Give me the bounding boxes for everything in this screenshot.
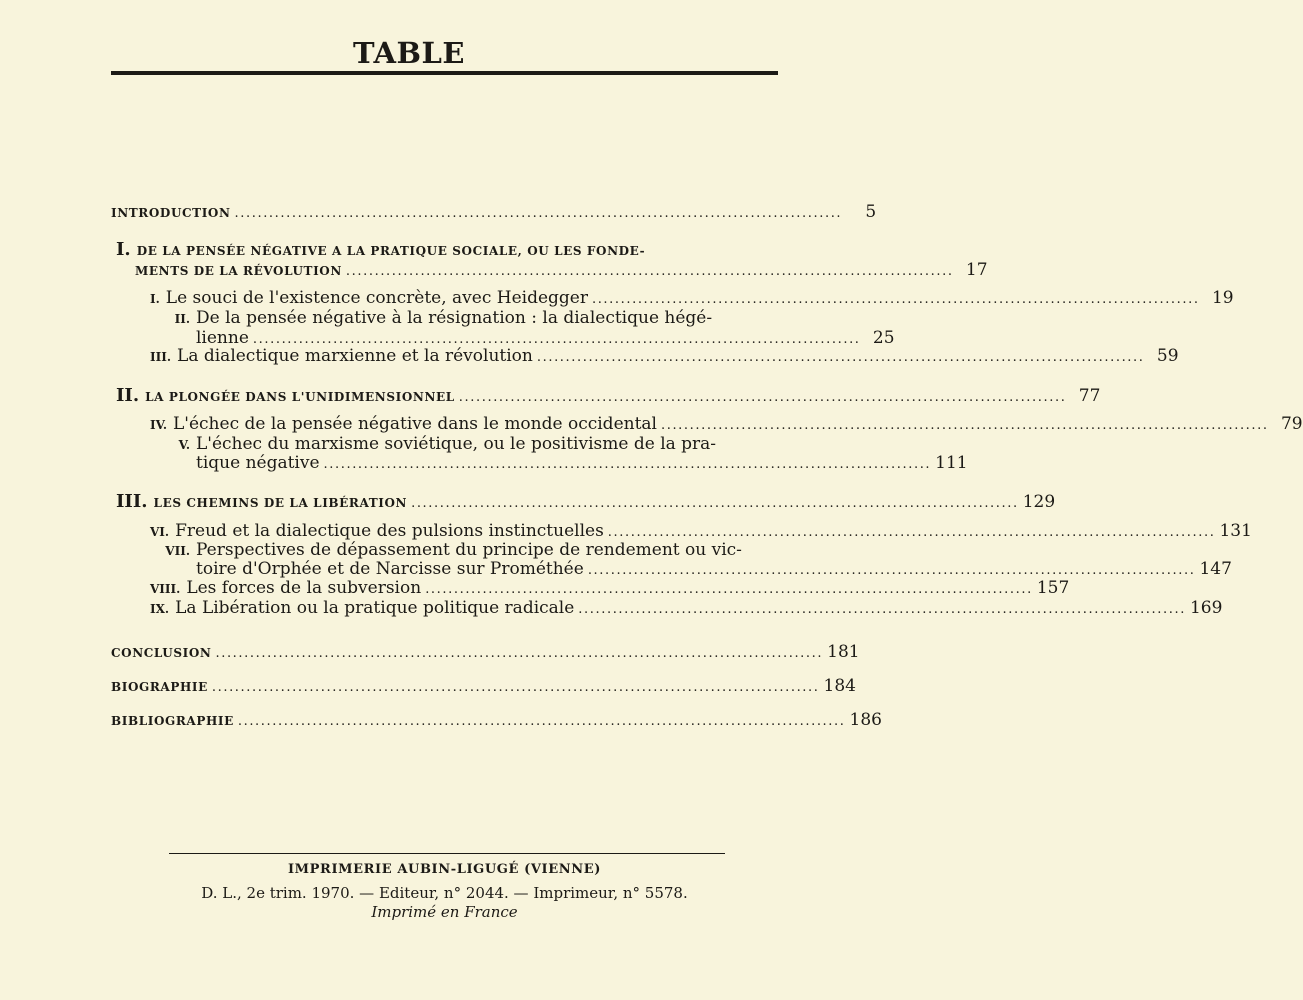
chapter-title: Freud et la dialectique des pulsions instinctuelles xyxy=(175,521,604,541)
title-rule xyxy=(111,71,778,75)
toc-chapter-9[interactable] xyxy=(150,598,1223,620)
toc-chapter-3[interactable] xyxy=(150,346,1179,368)
dot-leader: .......................................................................................................... xyxy=(536,350,1145,365)
chapter-title-line1: Perspectives de dépassement du principe de rendement ou vic- xyxy=(196,540,742,560)
toc-chapter-5[interactable] xyxy=(150,434,781,455)
part-numeral: III. xyxy=(116,491,148,512)
chapter-title-line1: L'échec du marxisme soviétique, ou le positivisme de la pra- xyxy=(196,434,717,454)
toc-entry-bibliographie[interactable] xyxy=(111,710,882,732)
dot-leader: .......................................................................................................... xyxy=(234,206,843,221)
chapter-title-line2: toire d'Orphée et de Narcisse sur Prométhée xyxy=(196,559,584,579)
dot-leader: .......................................................................................................... xyxy=(587,563,1196,578)
dot-leader: .......................................................................................................... xyxy=(607,525,1216,540)
colophon-printer: IMPRIMERIE AUBIN-LIGUGÉ (VIENNE) xyxy=(288,862,601,877)
chapter-numeral: IV. xyxy=(150,418,168,432)
chapter-title-line2: tique négative xyxy=(196,453,320,473)
chapter-title: La Libération ou la pratique politique radicale xyxy=(175,598,575,618)
toc-label: BIOGRAPHIE xyxy=(111,680,208,694)
chapter-title: Les forces de la subversion xyxy=(186,578,422,598)
chapter-title: L'échec de la pensée négative dans le monde occidental xyxy=(173,414,657,434)
dot-leader: .......................................................................................................... xyxy=(425,582,1033,597)
page-title: TABLE xyxy=(352,36,465,70)
colophon-origin: Imprimé en France xyxy=(371,903,518,921)
part-numeral: I. xyxy=(116,239,131,260)
part-numeral: II. xyxy=(116,385,140,406)
chapter-numeral: VIII. xyxy=(150,582,181,596)
page-number: 131 xyxy=(1219,521,1252,541)
page-number: 186 xyxy=(849,710,882,730)
page-number: 25 xyxy=(872,328,895,348)
page-number: 59 xyxy=(1156,346,1179,366)
page-number: 5 xyxy=(865,202,877,222)
chapter-numeral: VI. xyxy=(150,525,170,539)
toc-chapter-8[interactable] xyxy=(150,578,1070,600)
toc-chapter-2[interactable] xyxy=(150,308,781,329)
chapter-title: Le souci de l'existence concrète, avec Heidegger xyxy=(165,288,588,308)
dot-leader: .......................................................................................................... xyxy=(591,292,1200,307)
page-number: 184 xyxy=(823,676,856,696)
colophon-rule xyxy=(169,853,725,854)
toc-chapter-1[interactable] xyxy=(150,288,1234,310)
page-number: 181 xyxy=(827,642,860,662)
chapter-title-line1: De la pensée négative à la résignation : la dialectique hégé- xyxy=(196,308,713,328)
chapter-numeral: II. xyxy=(174,312,190,326)
toc-part-1-cont xyxy=(135,260,988,282)
dot-leader: .......................................................................................................... xyxy=(215,646,824,661)
dot-leader: .......................................................................................................... xyxy=(323,457,932,472)
page-number: 17 xyxy=(965,260,988,280)
chapter-numeral: IX. xyxy=(150,602,170,616)
chapter-numeral: I. xyxy=(150,292,160,306)
toc-chapter-4[interactable] xyxy=(150,414,1303,436)
chapter-title-line2: lienne xyxy=(196,328,249,348)
toc-entry-introduction[interactable] xyxy=(111,202,877,224)
page-number: 169 xyxy=(1189,598,1223,618)
page-number: 147 xyxy=(1199,559,1232,579)
chapter-numeral: III. xyxy=(150,350,172,364)
dot-leader: .......................................................................................................... xyxy=(345,264,954,279)
toc-label: BIBLIOGRAPHIE xyxy=(111,714,234,728)
part-title: LA PLONGÉE DANS L'UNIDIMENSIONNEL xyxy=(145,390,455,404)
toc-entry-biographie[interactable] xyxy=(111,676,856,698)
dot-leader: .......................................................................................................... xyxy=(237,714,846,729)
page-number: 157 xyxy=(1036,578,1070,598)
toc-chapter-7[interactable] xyxy=(150,540,781,561)
dot-leader: .......................................................................................................... xyxy=(211,680,820,695)
toc-part-2[interactable] xyxy=(116,385,1101,408)
dot-leader: .......................................................................................................... xyxy=(411,496,1019,511)
toc-chapter-5-cont xyxy=(196,453,968,475)
page-number: 77 xyxy=(1078,386,1101,406)
page-number: 111 xyxy=(935,453,968,473)
toc-part-3[interactable] xyxy=(116,491,1056,514)
part-title-line1: DE LA PENSÉE NÉGATIVE A LA PRATIQUE SOCIALE, OU LES FONDE- xyxy=(136,244,646,258)
part-title: LES CHEMINS DE LA LIBÉRATION xyxy=(153,496,408,510)
chapter-numeral: VII. xyxy=(165,544,190,558)
chapter-numeral: V. xyxy=(178,438,190,452)
dot-leader: .......................................................................................................... xyxy=(252,332,861,347)
dot-leader: .......................................................................................................... xyxy=(458,390,1067,405)
dot-leader: .......................................................................................................... xyxy=(660,418,1269,433)
chapter-title: La dialectique marxienne et la révolution xyxy=(177,346,533,366)
page-number: 129 xyxy=(1022,492,1056,512)
toc-label: CONCLUSION xyxy=(111,646,212,660)
toc-part-1[interactable] xyxy=(116,240,781,261)
page-number: 19 xyxy=(1211,288,1234,308)
toc-label: INTRODUCTION xyxy=(111,206,231,220)
page-number: 79 xyxy=(1280,414,1303,434)
part-title-line2: MENTS DE LA RÉVOLUTION xyxy=(135,264,342,278)
toc-entry-conclusion[interactable] xyxy=(111,642,860,664)
colophon-legal: D. L., 2e trim. 1970. — Editeur, n° 2044. — Imprimeur, n° 5578. xyxy=(201,884,688,902)
dot-leader: .......................................................................................................... xyxy=(578,602,1186,617)
